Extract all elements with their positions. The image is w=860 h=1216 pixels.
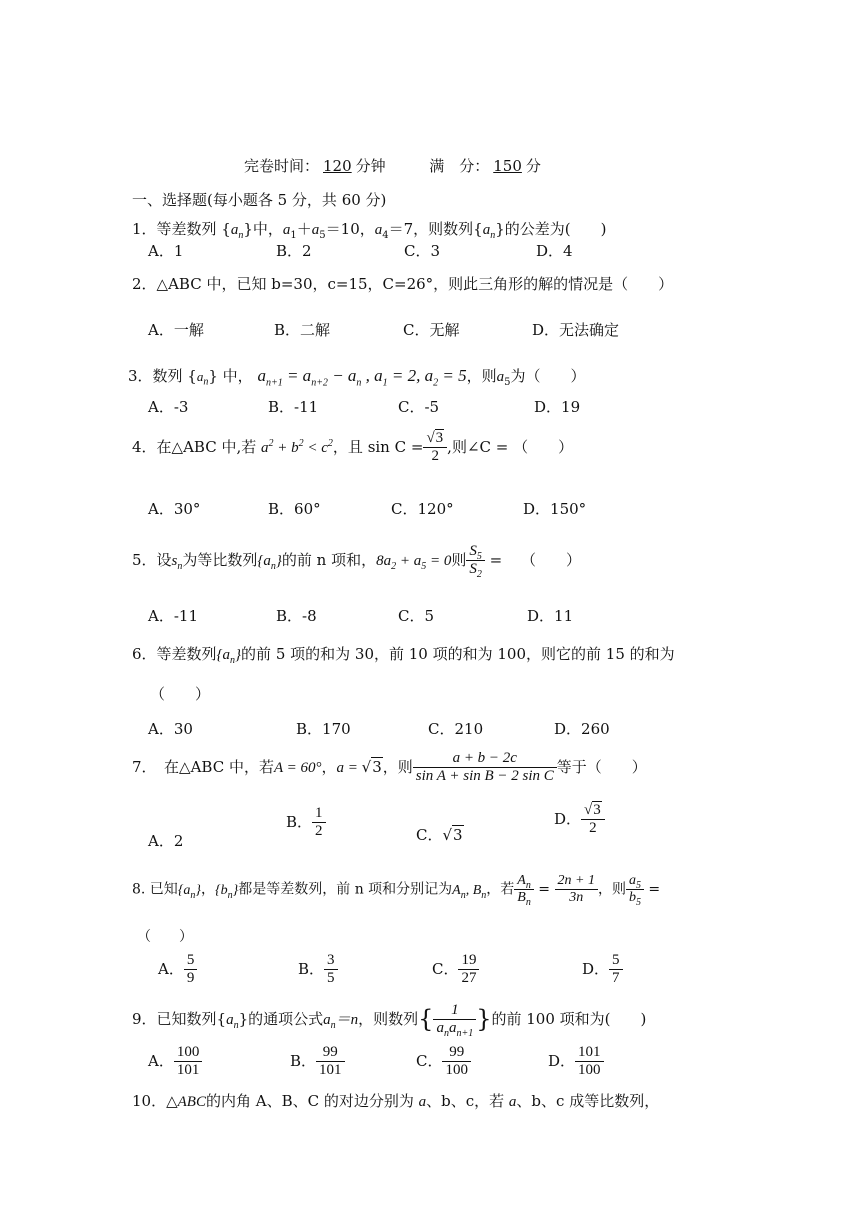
q7-d-fraction: $\frac{√3}{2}$ xyxy=(581,802,605,838)
q1-option-b: B．2 xyxy=(276,242,312,260)
exam-header xyxy=(244,158,541,175)
q1-option-a: A．1 xyxy=(148,242,184,260)
q8-option-d: D． $\frac{5}{7}$ xyxy=(582,952,623,988)
q1-text-e: }的公差为( ) xyxy=(495,220,607,238)
q1-text-c: ＝10， xyxy=(325,220,375,238)
score-value: 150 xyxy=(493,157,522,175)
q8-c-fraction: $\frac{19}{27}$ xyxy=(458,952,479,988)
q4-option-c: C．120° xyxy=(391,500,454,518)
question-10: 10．△ABC的内角 A、B、C 的对边分别为 a、b、c，若 a、b、c 成等比数列， xyxy=(132,1092,660,1110)
q8-text-c: 都是等差数列，前 n 项和分别记为 xyxy=(238,881,453,898)
q3-formula: $a_{n+1} = a_{n+2} - a_n$ , $a_1 = 2$, $a_2 = 5$ xyxy=(257,366,467,389)
q4-fraction: $\frac{√3}{2}$ xyxy=(423,430,447,466)
q7-text-a: 7． 在△ABC 中，若 xyxy=(132,757,274,776)
q8-option-a: A． $\frac{5}{9}$ xyxy=(158,952,197,988)
q8-option-b: B． $\frac{3}{5}$ xyxy=(298,952,338,988)
q3-text-c: ，则 xyxy=(466,367,497,385)
q3-text-d: 为（ ） xyxy=(510,367,586,385)
q2-option-a: A．一解 xyxy=(148,321,204,339)
q8-text-d: ，若 xyxy=(486,881,515,898)
q2-option-d: D．无法确定 xyxy=(532,321,620,339)
q8-a-fraction: $\frac{5}{9}$ xyxy=(184,952,198,988)
q7-text-c: ，则 xyxy=(382,757,413,776)
q8-b-fraction: $\frac{3}{5}$ xyxy=(324,952,338,988)
q8-fraction-3: $\frac{a_5}{b_5}$ xyxy=(626,873,644,906)
q9-option-b: B． $\frac{99}{101}$ xyxy=(290,1044,345,1080)
q1-text-b: }中， xyxy=(243,220,283,238)
q6-continuation: （ ） xyxy=(150,685,211,703)
time-unit: 分钟 xyxy=(355,157,386,175)
q1-text-d: ＝7，则数列{ xyxy=(388,220,483,238)
q3-option-d: D．19 xyxy=(534,398,581,416)
q1-text-a: 1．等差数列 { xyxy=(132,220,231,238)
q9-text-c: ，则数列 xyxy=(358,1009,419,1028)
q9-c-fraction: $\frac{99}{100}$ xyxy=(442,1044,471,1080)
q8-text-b: ， xyxy=(201,881,216,898)
q3-option-a: A．-3 xyxy=(148,398,189,416)
q5-fraction: $\frac{S_5}{S_2}$ xyxy=(466,543,485,579)
q5-text-e: （ ） xyxy=(520,550,581,569)
q6-text-a: 6．等差数列 xyxy=(132,645,217,663)
q10-text-b: 的内角 A、B、C 的对边分别为 xyxy=(205,1092,414,1110)
q5-option-d: D．11 xyxy=(527,607,574,625)
q3-option-c: C．-5 xyxy=(398,398,440,416)
q6-text-b: 的前 5 项的和为 30，前 10 项的和为 100，则它的前 15 的和为 xyxy=(241,645,675,663)
q6-option-c: C．210 xyxy=(428,720,484,738)
q1-option-c: C．3 xyxy=(404,242,441,260)
q4-option-a: A．30° xyxy=(148,500,201,518)
q9-option-c: C． $\frac{99}{100}$ xyxy=(416,1044,471,1080)
q5-option-c: C．5 xyxy=(398,607,435,625)
question-5: 5．设$s_n$为等比数列$\{a_n\}$的前 n 项和，$8a_2 + a_5 = 0$则 $\frac{S_5}{S_2}$ = （ ） xyxy=(132,543,581,581)
time-label: 完卷时间： xyxy=(244,157,320,175)
question-8: 8. 已知$\{a_n\}$，$\{b_n\}$都是等差数列，前 n 项和分别记为$A_n$, $B_n$，若 $\frac{A_n}{B_n}$ = $\frac{2n + 1}{3n}$ ，则 $\frac{a_5}{b_5}$ = xyxy=(132,873,661,908)
q4-text-c: ,则∠C = （ ） xyxy=(447,437,574,456)
score-unit: 分 xyxy=(525,157,541,175)
q8-fraction-2: $\frac{2n + 1}{3n}$ xyxy=(555,873,598,906)
question-4 xyxy=(132,430,573,466)
q6-option-a: A．30 xyxy=(148,720,193,738)
q9-option-a: A． $\frac{100}{101}$ xyxy=(148,1044,202,1080)
question-1: 1．等差数列 $\{a_n\}$中，$a_1+a_5=10$，$a_4=7$，则数列$\{a_n\}$的公差为( ) xyxy=(132,220,607,241)
q5-text-c: 的前 n 项和， xyxy=(281,550,377,569)
q7-text-d: 等于（ ） xyxy=(556,757,647,776)
q7-fraction: $\frac{a + b - 2c}{\text{sin A + sin B − 2 sin C}}$ xyxy=(413,750,557,786)
q5-option-a: A．-11 xyxy=(148,607,198,625)
q7-option-b: B． $\frac{1}{2}$ xyxy=(286,805,326,841)
q4-formula: $a^2 + b^2 < c^2$ xyxy=(261,437,333,456)
q7-b-fraction: $\frac{1}{2}$ xyxy=(312,805,326,841)
q4-option-b: B．60° xyxy=(268,500,321,518)
q6-option-b: B．170 xyxy=(296,720,351,738)
q1-option-d: D．4 xyxy=(536,242,573,260)
question-7: 7． 在△ABC 中，若A = 60°，a = √3，则 $\frac{a + b - 2c}{\text{sin A + sin B − 2 sin C}}$ 等于（ ） xyxy=(132,750,647,785)
q3-option-b: B．-11 xyxy=(268,398,319,416)
question-6: 6．等差数列$\{a_n\}$的前 5 项的和为 30，前 10 项的和为 100，则它的前 15 的和为 xyxy=(132,645,675,666)
q6-option-d: D．260 xyxy=(554,720,610,738)
q5-formula: $8a_2 + a_5 = 0$ xyxy=(376,552,452,572)
q10-text-a: 10．△ xyxy=(132,1092,178,1110)
q4-text-b: ，且 sin C = xyxy=(332,437,424,456)
q3-text-b: } 中， xyxy=(208,367,253,385)
q5-option-b: B．-8 xyxy=(276,607,317,625)
q5-text-a: 5．设 xyxy=(132,550,172,569)
question-9: 9．已知数列$\{a_n\}$的通项公式$a_n=n$，则数列{ $\frac{1}{a_na_{n+1}}$ }的前 100 项和为( ) xyxy=(132,1002,647,1040)
q9-b-fraction: $\frac{99}{101}$ xyxy=(316,1044,345,1080)
q9-fraction: $\frac{1}{a_na_{n+1}}$ xyxy=(433,1002,476,1038)
question-3: 3．数列 $\{a_n\}$ 中， $a_{n+1} = a_{n+2} - a_n$ , $a_1 = 2$, $a_2 = 5$，则$a_5$为（ ） xyxy=(128,366,586,389)
q8-fraction-1: $\frac{A_n}{B_n}$ xyxy=(514,873,534,906)
q10-text-c: 成等比数列， xyxy=(569,1092,660,1110)
q9-text-a: 9．已知数列{ xyxy=(132,1009,227,1028)
q5-text-b: 为等比数列 xyxy=(182,550,258,569)
score-label: 满 分： xyxy=(429,157,490,175)
q8-text-a: 8. 已知 xyxy=(132,881,178,898)
time-value: 120 xyxy=(323,157,352,175)
q7-option-a: A．2 xyxy=(148,832,184,850)
q8-text-e: ，则 xyxy=(597,881,626,898)
question-2: 2．△ABC 中，已知 b=30，c=15，C=26°，则此三角形的解的情况是（ ） xyxy=(132,275,674,293)
q2-option-b: B．二解 xyxy=(274,321,331,339)
q7-option-c: C．√3 xyxy=(416,826,463,844)
q5-text-d: 则 xyxy=(451,550,467,569)
q8-continuation: （ ） xyxy=(137,929,193,945)
q4-text-a: 4．在△ABC 中,若 xyxy=(132,437,257,456)
q4-option-d: D．150° xyxy=(523,500,587,518)
q7-text-b: ， xyxy=(321,757,337,776)
q9-d-fraction: $\frac{101}{100}$ xyxy=(575,1044,604,1080)
section-title: 一、选择题(每小题各 5 分，共 60 分) xyxy=(132,191,387,209)
q9-option-d: D． $\frac{101}{100}$ xyxy=(548,1044,604,1080)
q9-text-b: }的通项公式 xyxy=(238,1009,324,1028)
q3-text-a: 3．数列 { xyxy=(128,367,197,385)
q7-option-d: D． $\frac{√3}{2}$ xyxy=(554,802,605,838)
q8-d-fraction: $\frac{5}{7}$ xyxy=(609,952,623,988)
q9-text-d: 的前 100 项和为( ) xyxy=(491,1009,647,1028)
q8-option-c: C． $\frac{19}{27}$ xyxy=(432,952,479,988)
q2-option-c: C．无解 xyxy=(403,321,460,339)
q9-a-fraction: $\frac{100}{101}$ xyxy=(174,1044,203,1080)
